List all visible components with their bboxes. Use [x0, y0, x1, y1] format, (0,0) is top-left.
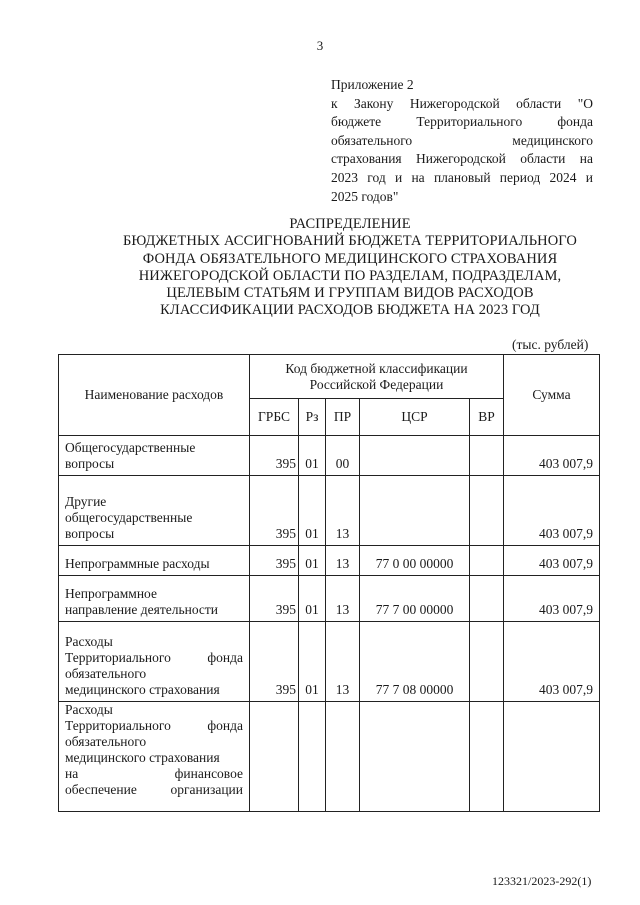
cell-rz: 01	[299, 622, 326, 702]
cell-vr	[470, 576, 504, 622]
cell-grbs: 395	[250, 436, 299, 476]
title-line: КЛАССИФИКАЦИИ РАСХОДОВ БЮДЖЕТА НА 2023 ГОД	[160, 302, 540, 319]
cell-pr: 00	[326, 436, 360, 476]
title-line: ФОНДА ОБЯЗАТЕЛЬНОГО МЕДИЦИНСКОГО СТРАХОВАНИЯ	[142, 250, 558, 267]
budget-table	[58, 354, 600, 812]
row-name	[59, 476, 250, 546]
header-csr: ЦСР	[360, 399, 470, 436]
appendix-line: 2025 годов"	[331, 188, 399, 204]
appendix-line: бюджете Территориального фонда	[331, 114, 593, 130]
cell-sum: 403 007,9	[504, 436, 600, 476]
table-row	[59, 476, 600, 546]
row-name	[59, 702, 250, 812]
cell-csr: 77 0 00 00000	[360, 546, 470, 576]
row-name-line: Непрограммное	[65, 586, 157, 601]
row-name	[59, 546, 250, 576]
cell-vr	[470, 476, 504, 546]
table-row	[59, 576, 600, 622]
title-line: ЦЕЛЕВЫМ СТАТЬЯМ И ГРУППАМ ВИДОВ РАСХОДОВ	[166, 285, 534, 302]
document-code: 123321/2023-292(1)	[492, 874, 592, 888]
cell-csr	[360, 702, 470, 812]
cell-pr	[326, 702, 360, 812]
cell-pr: 13	[326, 576, 360, 622]
cell-sum: 403 007,9	[504, 546, 600, 576]
row-name-line: обязательного	[65, 734, 147, 749]
table-row	[59, 702, 600, 812]
cell-rz: 01	[299, 576, 326, 622]
cell-sum: 403 007,9	[504, 622, 600, 702]
cell-csr	[360, 476, 470, 546]
row-name-line: Территориального фонда	[65, 650, 243, 665]
table-row	[59, 436, 600, 476]
header-code-line: Российской Федерации	[309, 376, 444, 392]
cell-rz: 01	[299, 436, 326, 476]
appendix-note	[331, 76, 593, 206]
row-name	[59, 436, 250, 476]
cell-pr: 13	[326, 546, 360, 576]
row-name-line: медицинского страхования	[65, 682, 220, 697]
cell-vr	[470, 436, 504, 476]
appendix-line: к Закону Нижегородской области "О	[331, 95, 593, 111]
header-pr: ПР	[326, 399, 360, 436]
title-line: БЮДЖЕТНЫХ АССИГНОВАНИЙ БЮДЖЕТА ТЕРРИТОРИАЛЬНОГО	[123, 233, 577, 250]
appendix-line: обязательного медицинского	[331, 132, 593, 148]
table-row	[59, 622, 600, 702]
row-name-line: медицинского страхования	[65, 750, 220, 765]
cell-grbs	[250, 702, 299, 812]
cell-grbs: 395	[250, 622, 299, 702]
cell-sum: 403 007,9	[504, 476, 600, 546]
appendix-line: 2023 год и на плановый период 2024 и	[331, 169, 593, 185]
row-name-line: Другие	[65, 494, 107, 509]
row-name-line: обеспечение организации	[65, 782, 243, 797]
row-name-line: Непрограммные расходы	[65, 556, 210, 571]
row-name-line: обязательного	[65, 666, 147, 681]
row-name-line: Расходы	[65, 702, 113, 717]
cell-vr	[470, 622, 504, 702]
header-grbs: ГРБС	[250, 399, 299, 436]
row-name-line: направление деятельности	[65, 602, 219, 617]
cell-rz: 01	[299, 546, 326, 576]
title-line: РАСПРЕДЕЛЕНИЕ	[289, 216, 411, 232]
cell-rz	[299, 702, 326, 812]
row-name-line: на финансовое	[65, 766, 243, 781]
row-name	[59, 622, 250, 702]
row-name	[59, 576, 250, 622]
header-rz: Рз	[299, 399, 326, 436]
row-name-line: Общегосударственные	[65, 440, 196, 455]
row-name-line: вопросы	[65, 456, 115, 471]
table-row	[59, 546, 600, 576]
cell-sum: 403 007,9	[504, 576, 600, 622]
header-code-line: Код бюджетной классификации	[285, 360, 468, 376]
cell-csr: 77 7 08 00000	[360, 622, 470, 702]
cell-pr: 13	[326, 476, 360, 546]
row-name-line: Расходы	[65, 634, 113, 649]
cell-grbs: 395	[250, 576, 299, 622]
cell-grbs: 395	[250, 476, 299, 546]
cell-csr	[360, 436, 470, 476]
cell-sum	[504, 702, 600, 812]
cell-vr	[470, 546, 504, 576]
cell-grbs: 395	[250, 546, 299, 576]
document-title	[60, 216, 640, 320]
units-label: (тыс. рублей)	[512, 337, 589, 352]
cell-csr: 77 7 00 00000	[360, 576, 470, 622]
cell-vr	[470, 702, 504, 812]
header-name: Наименование расходов	[59, 355, 250, 436]
row-name-line: Территориального фонда	[65, 718, 243, 733]
header-vr: ВР	[470, 399, 504, 436]
appendix-line: Приложение 2	[331, 77, 414, 92]
appendix-line: страхования Нижегородской области на	[331, 151, 593, 167]
page-number: 3	[316, 38, 324, 53]
header-code	[250, 355, 504, 399]
header-sum: Сумма	[504, 355, 600, 436]
row-name-line: вопросы	[65, 526, 115, 541]
row-name-line: общегосударственные	[65, 510, 193, 525]
title-line: НИЖЕГОРОДСКОЙ ОБЛАСТИ ПО РАЗДЕЛАМ, ПОДРАЗДЕЛАМ,	[138, 267, 562, 284]
cell-rz: 01	[299, 476, 326, 546]
cell-pr: 13	[326, 622, 360, 702]
